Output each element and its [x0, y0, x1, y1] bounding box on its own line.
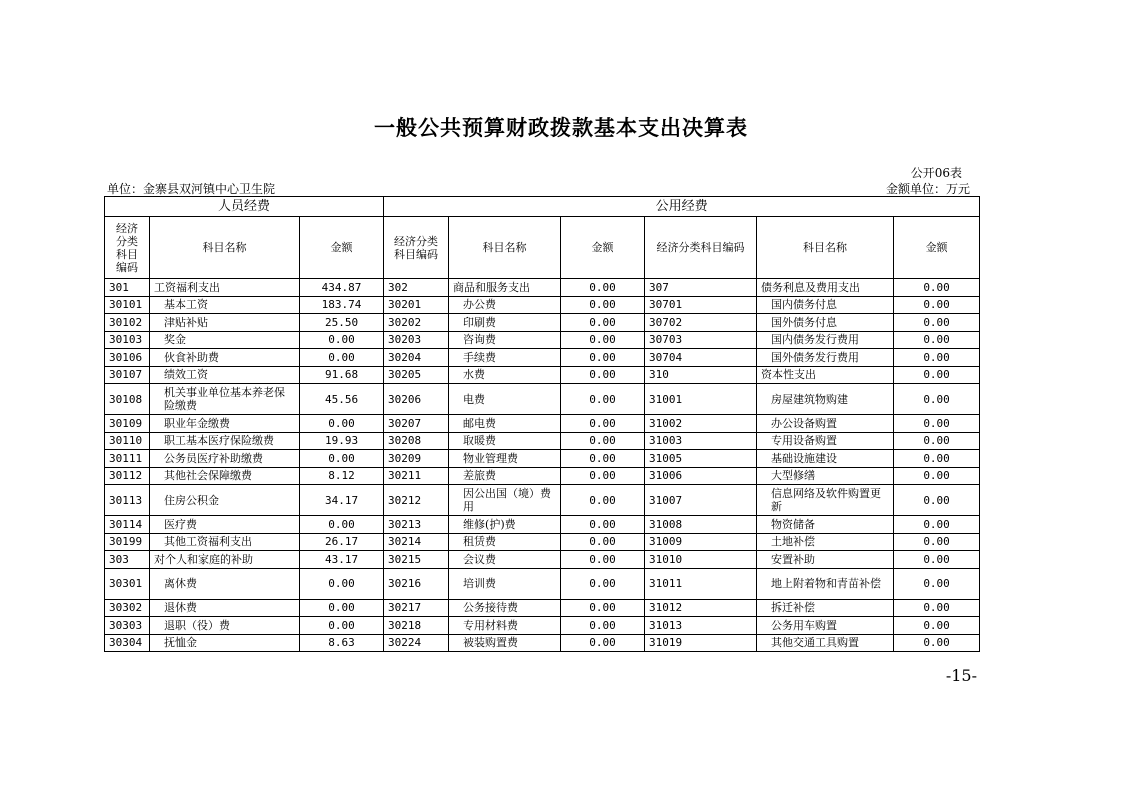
cell-capital-amount: 0.00 [894, 349, 980, 367]
cell-capital-name: 国外债务付息 [757, 314, 894, 332]
header-personnel-amount: 金额 [300, 217, 384, 279]
cell-public-amount: 0.00 [561, 279, 645, 297]
cell-public-amount: 0.00 [561, 384, 645, 415]
cell-capital-amount: 0.00 [894, 384, 980, 415]
header-personnel-code: 经济分类科目编码 [105, 217, 150, 279]
table-row [105, 296, 980, 314]
cell-personnel-amount: 91.68 [300, 366, 384, 384]
cell-public-name: 物业管理费 [449, 450, 561, 468]
cell-public-name: 培训费 [449, 568, 561, 599]
cell-personnel-amount: 0.00 [300, 415, 384, 433]
cell-public-name: 水费 [449, 366, 561, 384]
cell-personnel-code: 30107 [105, 366, 150, 384]
cell-public-name: 咨询费 [449, 331, 561, 349]
cell-personnel-amount: 8.63 [300, 634, 384, 652]
cell-capital-amount: 0.00 [894, 485, 980, 516]
cell-public-name: 差旅费 [449, 467, 561, 485]
cell-public-amount: 0.00 [561, 551, 645, 569]
cell-personnel-name: 公务员医疗补助缴费 [150, 450, 300, 468]
cell-capital-name: 物资储备 [757, 516, 894, 534]
cell-public-code: 30209 [384, 450, 449, 468]
cell-public-code: 30215 [384, 551, 449, 569]
cell-capital-name: 国内债务发行费用 [757, 331, 894, 349]
header-capital-name: 科目名称 [757, 217, 894, 279]
cell-public-code: 30217 [384, 599, 449, 617]
cell-personnel-code: 30302 [105, 599, 150, 617]
cell-capital-amount: 0.00 [894, 314, 980, 332]
cell-personnel-name: 职业年金缴费 [150, 415, 300, 433]
cell-public-amount: 0.00 [561, 568, 645, 599]
cell-capital-code: 31011 [645, 568, 757, 599]
cell-personnel-code: 30103 [105, 331, 150, 349]
cell-capital-amount: 0.00 [894, 415, 980, 433]
form-code: 公开06表 [910, 166, 962, 180]
cell-public-amount: 0.00 [561, 296, 645, 314]
cell-personnel-code: 30303 [105, 617, 150, 635]
section-personnel: 人员经费 [105, 197, 384, 217]
header-capital-amount: 金额 [894, 217, 980, 279]
cell-capital-name: 债务利息及费用支出 [757, 279, 894, 297]
cell-personnel-name: 退休费 [150, 599, 300, 617]
table-row [105, 485, 980, 516]
cell-capital-name: 国内债务付息 [757, 296, 894, 314]
cell-personnel-amount: 45.56 [300, 384, 384, 415]
table-row [105, 384, 980, 415]
cell-capital-name: 大型修缮 [757, 467, 894, 485]
cell-capital-code: 30704 [645, 349, 757, 367]
cell-personnel-name: 奖金 [150, 331, 300, 349]
cell-capital-name: 公务用车购置 [757, 617, 894, 635]
cell-public-name: 商品和服务支出 [449, 279, 561, 297]
cell-personnel-name: 住房公积金 [150, 485, 300, 516]
cell-personnel-name: 离休费 [150, 568, 300, 599]
cell-public-amount: 0.00 [561, 599, 645, 617]
cell-personnel-code: 30199 [105, 533, 150, 551]
cell-personnel-code: 30304 [105, 634, 150, 652]
cell-public-code: 30216 [384, 568, 449, 599]
cell-capital-code: 310 [645, 366, 757, 384]
cell-capital-name: 基础设施建设 [757, 450, 894, 468]
cell-public-code: 30201 [384, 296, 449, 314]
cell-personnel-name: 机关事业单位基本养老保险缴费 [150, 384, 300, 415]
cell-capital-name: 安置补助 [757, 551, 894, 569]
cell-personnel-amount: 25.50 [300, 314, 384, 332]
cell-personnel-code: 30102 [105, 314, 150, 332]
cell-public-name: 取暖费 [449, 432, 561, 450]
cell-personnel-code: 30111 [105, 450, 150, 468]
section-header-row [105, 197, 980, 217]
cell-capital-name: 土地补偿 [757, 533, 894, 551]
header-public-amount: 金额 [561, 217, 645, 279]
cell-capital-code: 31008 [645, 516, 757, 534]
cell-personnel-name: 医疗费 [150, 516, 300, 534]
cell-public-code: 302 [384, 279, 449, 297]
cell-personnel-name: 伙食补助费 [150, 349, 300, 367]
header-personnel-name: 科目名称 [150, 217, 300, 279]
cell-public-name: 维修(护)费 [449, 516, 561, 534]
amount-unit: 金额单位：万元 [885, 182, 970, 196]
column-header-row [105, 217, 980, 279]
cell-personnel-code: 30113 [105, 485, 150, 516]
cell-public-name: 租赁费 [449, 533, 561, 551]
cell-public-name: 公务接待费 [449, 599, 561, 617]
cell-public-name: 手续费 [449, 349, 561, 367]
table-row [105, 331, 980, 349]
cell-public-amount: 0.00 [561, 314, 645, 332]
cell-personnel-code: 301 [105, 279, 150, 297]
cell-public-amount: 0.00 [561, 533, 645, 551]
cell-public-name: 办公费 [449, 296, 561, 314]
table-row [105, 279, 980, 297]
cell-public-code: 30205 [384, 366, 449, 384]
cell-capital-amount: 0.00 [894, 516, 980, 534]
cell-capital-name: 国外债务发行费用 [757, 349, 894, 367]
cell-capital-amount: 0.00 [894, 533, 980, 551]
cell-public-amount: 0.00 [561, 366, 645, 384]
cell-personnel-amount: 0.00 [300, 450, 384, 468]
cell-capital-amount: 0.00 [894, 366, 980, 384]
section-public: 公用经费 [384, 197, 980, 217]
cell-public-amount: 0.00 [561, 415, 645, 433]
cell-personnel-amount: 43.17 [300, 551, 384, 569]
cell-personnel-amount: 0.00 [300, 331, 384, 349]
table-row [105, 366, 980, 384]
header-capital-code: 经济分类科目编码 [645, 217, 757, 279]
cell-personnel-code: 30114 [105, 516, 150, 534]
cell-public-amount: 0.00 [561, 450, 645, 468]
cell-capital-name: 资本性支出 [757, 366, 894, 384]
cell-personnel-amount: 8.12 [300, 467, 384, 485]
cell-public-code: 30203 [384, 331, 449, 349]
cell-capital-amount: 0.00 [894, 568, 980, 599]
cell-capital-name: 办公设备购置 [757, 415, 894, 433]
table-body [105, 197, 980, 652]
cell-public-amount: 0.00 [561, 331, 645, 349]
cell-capital-code: 31002 [645, 415, 757, 433]
cell-personnel-amount: 26.17 [300, 533, 384, 551]
cell-personnel-amount: 183.74 [300, 296, 384, 314]
cell-personnel-name: 津贴补贴 [150, 314, 300, 332]
cell-capital-code: 307 [645, 279, 757, 297]
cell-public-code: 30214 [384, 533, 449, 551]
cell-personnel-code: 30101 [105, 296, 150, 314]
cell-capital-code: 31003 [645, 432, 757, 450]
cell-personnel-name: 抚恤金 [150, 634, 300, 652]
cell-capital-name: 地上附着物和青苗补偿 [757, 568, 894, 599]
cell-personnel-code: 30109 [105, 415, 150, 433]
cell-capital-code: 31013 [645, 617, 757, 635]
table-row [105, 599, 980, 617]
table-row [105, 415, 980, 433]
cell-capital-name: 拆迁补偿 [757, 599, 894, 617]
cell-personnel-name: 退职（役）费 [150, 617, 300, 635]
cell-capital-amount: 0.00 [894, 634, 980, 652]
cell-capital-amount: 0.00 [894, 551, 980, 569]
table-row [105, 533, 980, 551]
cell-capital-code: 31005 [645, 450, 757, 468]
cell-public-name: 印刷费 [449, 314, 561, 332]
cell-personnel-amount: 0.00 [300, 516, 384, 534]
cell-capital-code: 30703 [645, 331, 757, 349]
page-title: 一般公共预算财政拨款基本支出决算表 [374, 116, 748, 140]
cell-capital-name: 其他交通工具购置 [757, 634, 894, 652]
cell-personnel-name: 职工基本医疗保险缴费 [150, 432, 300, 450]
cell-capital-amount: 0.00 [894, 467, 980, 485]
cell-public-name: 邮电费 [449, 415, 561, 433]
cell-public-code: 30207 [384, 415, 449, 433]
cell-capital-code: 30702 [645, 314, 757, 332]
cell-public-name: 会议费 [449, 551, 561, 569]
cell-capital-amount: 0.00 [894, 296, 980, 314]
cell-personnel-code: 30301 [105, 568, 150, 599]
table-row [105, 432, 980, 450]
table-row [105, 634, 980, 652]
cell-public-code: 30224 [384, 634, 449, 652]
cell-public-name: 被装购置费 [449, 634, 561, 652]
cell-capital-amount: 0.00 [894, 432, 980, 450]
cell-public-code: 30212 [384, 485, 449, 516]
cell-personnel-amount: 0.00 [300, 568, 384, 599]
cell-personnel-name: 其他社会保障缴费 [150, 467, 300, 485]
cell-personnel-name: 绩效工资 [150, 366, 300, 384]
cell-capital-code: 31010 [645, 551, 757, 569]
header-public-code: 经济分类科目编码 [384, 217, 449, 279]
cell-capital-amount: 0.00 [894, 599, 980, 617]
table-row [105, 467, 980, 485]
cell-public-name: 因公出国（境）费用 [449, 485, 561, 516]
cell-capital-name: 房屋建筑物购建 [757, 384, 894, 415]
cell-personnel-amount: 434.87 [300, 279, 384, 297]
cell-personnel-code: 30112 [105, 467, 150, 485]
table-row [105, 551, 980, 569]
cell-personnel-name: 工资福利支出 [150, 279, 300, 297]
cell-capital-code: 30701 [645, 296, 757, 314]
cell-public-code: 30213 [384, 516, 449, 534]
header-public-name: 科目名称 [449, 217, 561, 279]
cell-public-name: 专用材料费 [449, 617, 561, 635]
cell-public-code: 30211 [384, 467, 449, 485]
cell-capital-amount: 0.00 [894, 331, 980, 349]
cell-personnel-amount: 0.00 [300, 617, 384, 635]
table-row [105, 617, 980, 635]
table-row [105, 314, 980, 332]
cell-capital-code: 31007 [645, 485, 757, 516]
cell-capital-code: 31012 [645, 599, 757, 617]
cell-public-amount: 0.00 [561, 467, 645, 485]
cell-capital-name: 专用设备购置 [757, 432, 894, 450]
cell-personnel-amount: 0.00 [300, 599, 384, 617]
reporting-unit: 单位：金寨县双河镇中心卫生院 [107, 182, 276, 196]
cell-capital-amount: 0.00 [894, 450, 980, 468]
cell-personnel-name: 其他工资福利支出 [150, 533, 300, 551]
cell-public-amount: 0.00 [561, 349, 645, 367]
cell-public-name: 电费 [449, 384, 561, 415]
cell-personnel-amount: 19.93 [300, 432, 384, 450]
cell-capital-amount: 0.00 [894, 617, 980, 635]
cell-capital-amount: 0.00 [894, 279, 980, 297]
cell-personnel-amount: 34.17 [300, 485, 384, 516]
cell-public-code: 30202 [384, 314, 449, 332]
table-row [105, 349, 980, 367]
cell-personnel-code: 30110 [105, 432, 150, 450]
cell-public-code: 30206 [384, 384, 449, 415]
cell-public-amount: 0.00 [561, 485, 645, 516]
cell-public-amount: 0.00 [561, 516, 645, 534]
cell-capital-code: 31006 [645, 467, 757, 485]
cell-personnel-code: 303 [105, 551, 150, 569]
cell-capital-code: 31001 [645, 384, 757, 415]
table-row [105, 450, 980, 468]
cell-personnel-name: 基本工资 [150, 296, 300, 314]
cell-capital-name: 信息网络及软件购置更新 [757, 485, 894, 516]
cell-capital-code: 31009 [645, 533, 757, 551]
table-row [105, 568, 980, 599]
cell-public-amount: 0.00 [561, 432, 645, 450]
cell-public-amount: 0.00 [561, 634, 645, 652]
cell-personnel-name: 对个人和家庭的补助 [150, 551, 300, 569]
cell-public-code: 30204 [384, 349, 449, 367]
cell-public-code: 30218 [384, 617, 449, 635]
cell-capital-code: 31019 [645, 634, 757, 652]
expenditure-table [104, 196, 980, 652]
cell-personnel-code: 30106 [105, 349, 150, 367]
cell-public-code: 30208 [384, 432, 449, 450]
cell-public-amount: 0.00 [561, 617, 645, 635]
table-row [105, 516, 980, 534]
cell-personnel-code: 30108 [105, 384, 150, 415]
cell-personnel-amount: 0.00 [300, 349, 384, 367]
page-number: -15- [945, 666, 977, 685]
